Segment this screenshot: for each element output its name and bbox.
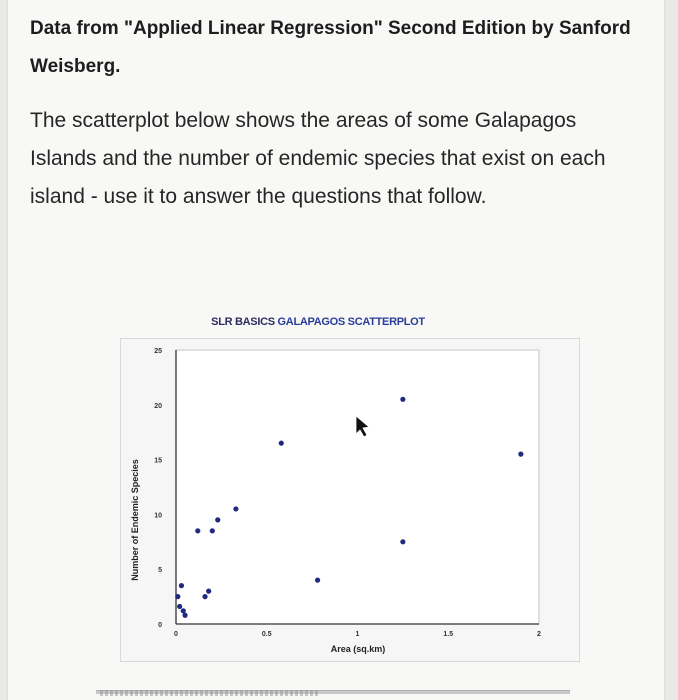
chart-title-main: GALAPAGOS SCATTERPLOT	[277, 316, 425, 328]
chart-title-prefix: SLR BASICS	[211, 316, 275, 328]
x-tick-label: 1	[355, 631, 360, 638]
data-point	[175, 594, 180, 599]
x-tick-label: 1.5	[443, 631, 454, 638]
data-point	[179, 583, 184, 588]
x-tick-label: 0.5	[261, 631, 272, 638]
blurred-footer-text	[100, 690, 320, 696]
y-tick-label: 20	[154, 402, 162, 410]
y-tick-label: 10	[154, 512, 162, 520]
data-point	[518, 452, 523, 457]
scatter-chart	[120, 338, 580, 662]
x-tick-label: 0	[174, 631, 178, 638]
y-tick-label: 5	[158, 567, 162, 575]
plot-area	[176, 350, 539, 624]
data-point	[233, 506, 238, 511]
y-tick-label: 25	[154, 348, 162, 355]
intro-paragraph: The scatterplot below shows the areas of some Galapagos Islands and the number of endemic species that exist on each island - use it to answer the questions that follow.	[30, 109, 606, 208]
data-point	[315, 578, 320, 583]
y-tick-label: 15	[154, 457, 162, 465]
x-axis-label: Area (sq.km)	[330, 644, 386, 654]
chart-title	[168, 316, 468, 328]
data-point	[210, 528, 215, 533]
data-point	[206, 589, 211, 594]
data-point	[400, 539, 405, 544]
data-point	[215, 517, 220, 522]
data-point	[195, 528, 200, 533]
data-point	[182, 613, 187, 618]
data-point	[177, 604, 182, 609]
data-point	[202, 594, 207, 599]
x-tick-label: 2	[537, 631, 541, 638]
document-page	[8, 0, 664, 700]
data-point	[279, 441, 284, 446]
y-tick-label: 0	[158, 622, 162, 629]
source-citation: Data from "Applied Linear Regression" Second Edition by Sanford Weisberg.	[30, 18, 631, 77]
y-axis-label: Number of Endemic Species	[130, 459, 140, 581]
data-point	[400, 397, 405, 402]
